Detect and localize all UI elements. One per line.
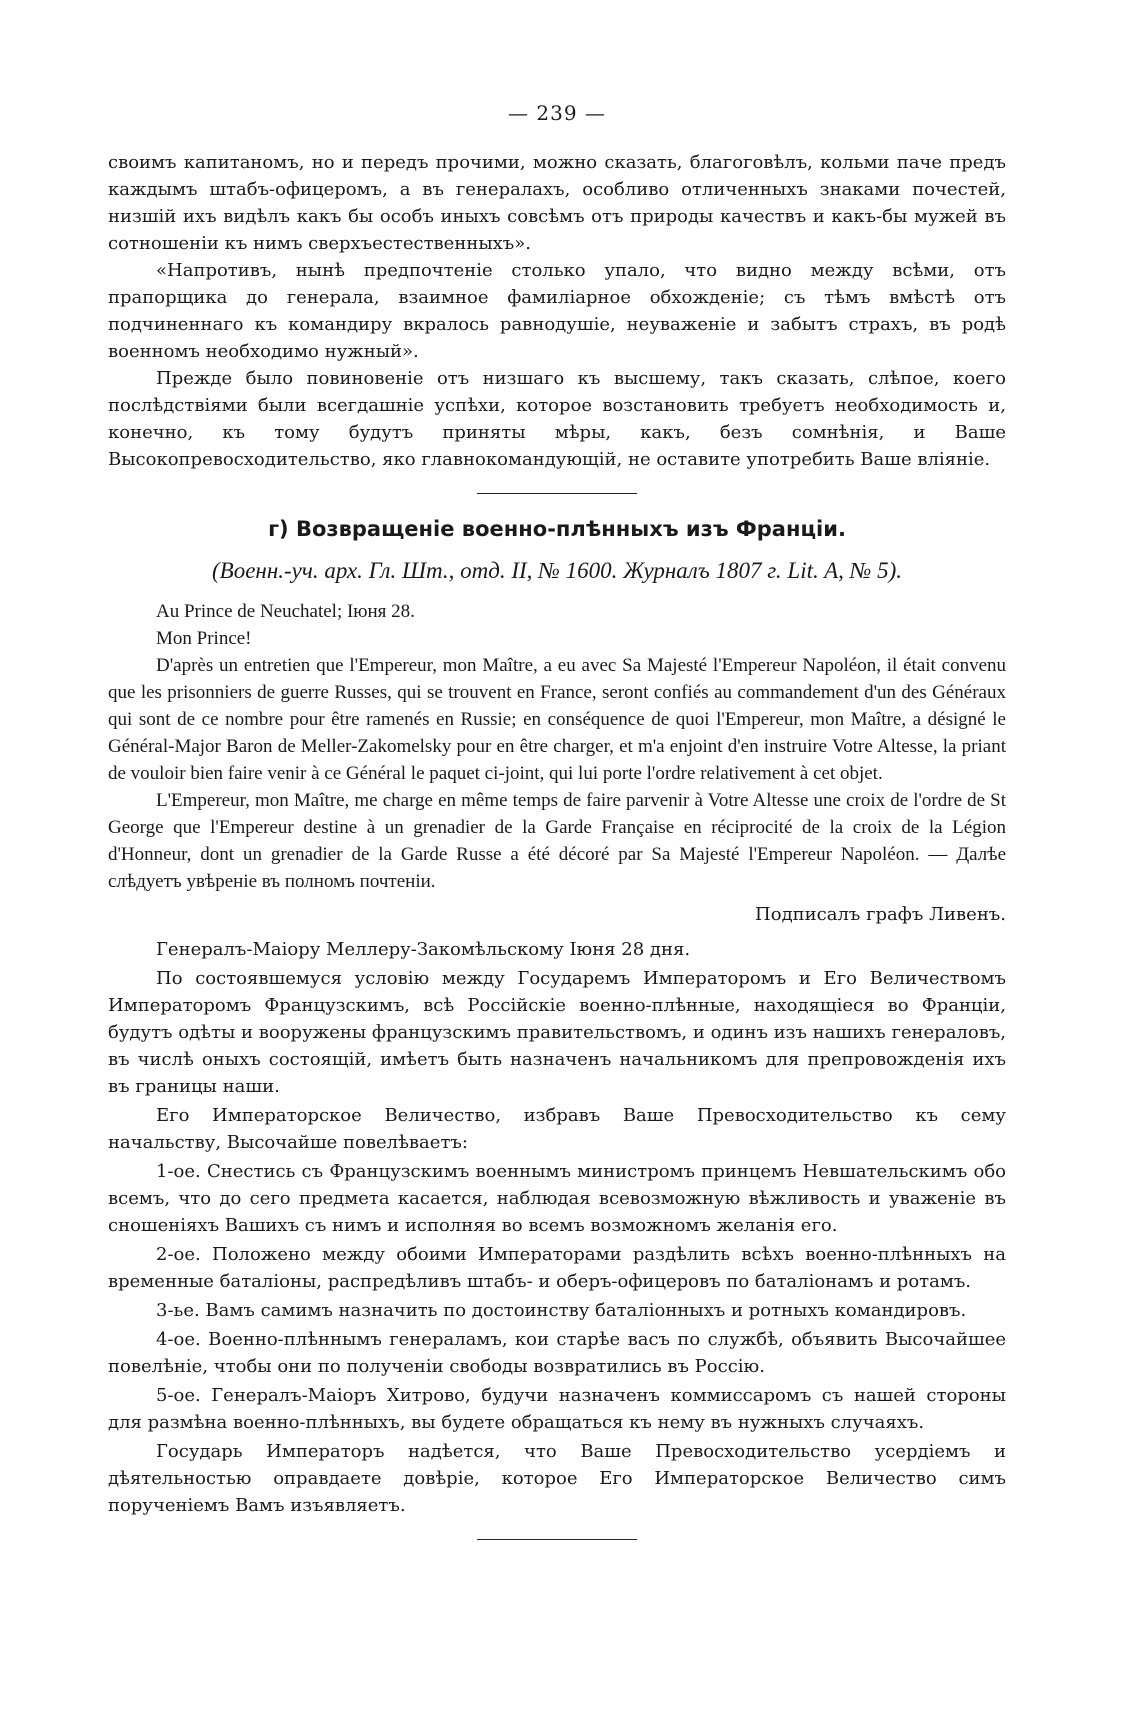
french-letter-paragraph-2: L'Empereur, mon Maître, me charge en même temps de faire parvenir à Votre Altesse une croix de l'ordre de St George que l'Empereur destine à un grenadier de la Garde Française en réciprocité de la croix de la Légion d'Honneur, dont un grenadier de la Garde Russe a été décoré par Sa Majesté l'Empereur Napoléon. — Далѣе слѣдуетъ увѣреніе въ полномъ почтеніи. xyxy=(108,790,1006,892)
intro-paragraph-3: Прежде было повиновеніе отъ низшаго къ высшему, такъ сказать, слѣпое, коего послѣдствіями были всегдашніе успѣхи, которое возстановить требуетъ необходимость и, конечно, къ тому будутъ приняты мѣры, какъ, безъ сомнѣнія, и Ваше Высокопревосходительство, яко главнокомандующій, не оставите употребить Ваше вліяніе. xyxy=(108,368,1006,470)
intro-section xyxy=(108,149,1006,473)
french-letter-signature: Подписалъ графъ Ливенъ. xyxy=(755,904,1006,925)
french-letter-address: Au Prince de Neuchatel; Іюня 28. xyxy=(156,601,415,622)
french-letter xyxy=(108,598,1006,928)
page-number: — 239 — xyxy=(508,101,606,125)
intro-paragraph-2: «Напротивъ, нынѣ предпочтеніе столько упало, что видно между всѣми, отъ прапорщика до генерала, взаимное фамиліарное обхожденіе; съ тѣмъ вмѣстѣ отъ подчиненнаго къ командиру вкралось равнодушіе, неуваженіе и забытъ страхъ, въ родѣ военномъ необходимо нужный». xyxy=(108,260,1006,362)
russian-letter xyxy=(108,936,1006,1519)
russian-letter-address: Генералъ-Маіору Меллеру-Закомѣльскому Іюня 28 дня. xyxy=(156,939,691,960)
russian-letter-item-2: 2-ое. Положено между обоими Императорами раздѣлить всѣхъ военно-плѣнныхъ на временные баталіоны, распредѣливъ штабъ- и оберъ-офицеровъ по баталіонамъ и ротамъ. xyxy=(108,1244,1006,1292)
russian-letter-item-4: 4-ое. Военно-плѣннымъ генераламъ, кои старѣе васъ по службѣ, объявить Высочайшее повелѣніе, чтобы они по полученіи свободы возвратились въ Россію. xyxy=(108,1329,1006,1377)
russian-letter-paragraph-2: Его Императорское Величество, избравъ Ваше Превосходительство къ сему начальству, Высочайше повелѣваетъ: xyxy=(108,1105,1006,1153)
intro-paragraph-1: своимъ капитаномъ, но и передъ прочими, можно сказать, благоговѣлъ, кольми паче предъ каждымъ штабъ-офицеромъ, а въ генералахъ, особливо отличенныхъ знаками почестей, низшій ихъ видѣлъ какъ бы особъ иныхъ совсѣмъ отъ природы качествъ и какъ-бы мужей въ сотношеніи къ нимъ сверхъестественныхъ». xyxy=(108,152,1006,254)
russian-letter-paragraph-1: По состоявшемуся условію между Государемъ Императоромъ и Его Величествомъ Императоромъ Французскимъ, всѣ Россійскіе военно-плѣнные, находящіеся во Франціи, будутъ одѣты и вооружены французскимъ правительствомъ, и одинъ изъ нашихъ генераловъ, въ числѣ оныхъ состоящій, имѣетъ быть назначенъ начальникомъ для препровожденія ихъ въ границы наши. xyxy=(108,968,1007,1097)
document-page xyxy=(108,100,1006,1562)
archive-source-citation: (Военн.-уч. арх. Гл. Шт., отд. II, № 1600. Журналъ 1807 г. Lit. A, № 5). xyxy=(212,558,902,583)
russian-letter-closing: Государь Императоръ надѣется, что Ваше Превосходительство усердіемъ и дѣятельностью оправдаете довѣріе, которое Его Императорское Величество симъ порученіемъ Вамъ изъявляетъ. xyxy=(108,1441,1006,1516)
russian-letter-item-5: 5-ое. Генералъ-Маіоръ Хитрово, будучи назначенъ коммиссаромъ съ нашей стороны для размѣна военно-плѣнныхъ, вы будете обращаться къ нему въ нужныхъ случаяхъ. xyxy=(108,1385,1006,1433)
french-letter-salutation: Mon Prince! xyxy=(156,628,252,649)
russian-letter-item-3: 3-ье. Вамъ самимъ назначить по достоинству баталіонныхъ и ротныхъ командировъ. xyxy=(156,1300,967,1321)
russian-letter-item-1: 1-ое. Снестись съ Французскимъ военнымъ министромъ принцемъ Невшательскимъ обо всемъ, что до сего предмета касается, наблюдая всевозможную вѣжливость и уваженіе въ сношеніяхъ Вашихъ съ нимъ и исполняя во всемъ возможномъ желанія его. xyxy=(108,1161,1006,1236)
french-letter-paragraph-1: D'après un entretien que l'Empereur, mon Maître, a eu avec Sa Majesté l'Empereur Napoléon, il était convenu que les prisonniers de guerre Russes, qui se trouvent en France, seront confiés au commandement d'un des Généraux qui sont de ce nombre pour être ramenés en Russie; en conséquence de quoi l'Empereur, mon Maître, a désigné le Général-Major Baron de Meller-Zakomelsky pour en être charger, et m'a enjoint d'en instruire Votre Altesse, la priant de vouloir bien faire venir à ce Général le paquet ci-joint, qui lui porte l'ordre relativement à cet objet. xyxy=(108,655,1006,784)
section-divider-top xyxy=(477,493,637,494)
section-divider-bottom xyxy=(477,1539,637,1540)
section-heading: г) Возвращеніе военно-плѣнныхъ изъ Франціи. xyxy=(268,517,846,541)
